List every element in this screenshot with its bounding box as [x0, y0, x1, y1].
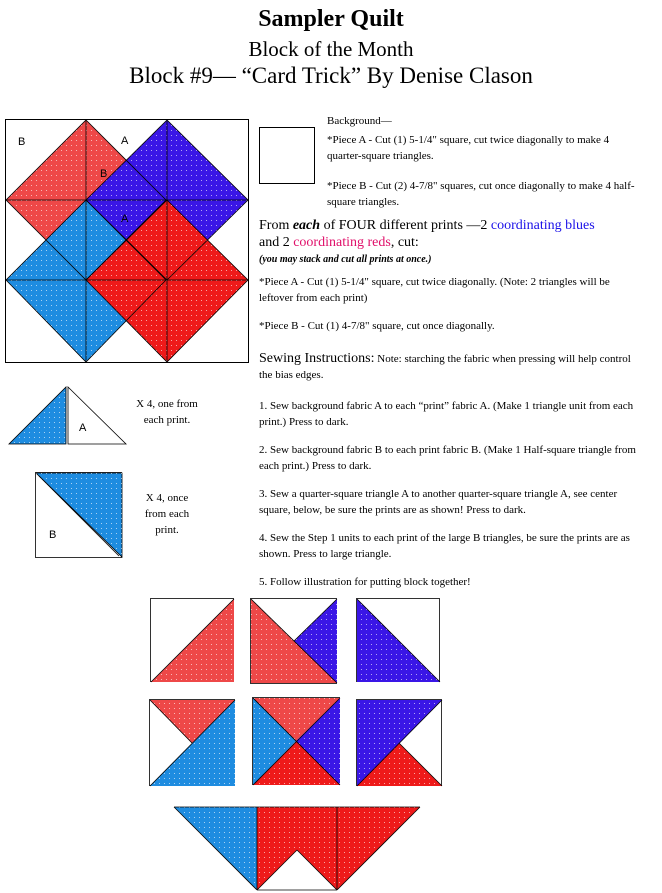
label-a-inner: A: [121, 213, 129, 225]
sewing-step-4: 4. Sew the Step 1 units to each print of the large B triangles, be sure the prints are as shown. Press to large triangle.: [259, 532, 630, 560]
assembly-square-center: [253, 698, 341, 786]
background-piece-b: *Piece B - Cut (2) 4-7/8" squares, cut once diagonally to make 4 half-square triangles.: [327, 180, 635, 208]
sewing-step-2: 2. Sew background fabric B to each print fabric B. (Make 1 Half-square triangle from each print.) Press to dark.: [259, 444, 636, 472]
label-a-outer: A: [121, 135, 129, 147]
coordinating-reds: coordinating reds: [293, 235, 391, 250]
assembly-square-top-left: [151, 599, 235, 683]
sewing-instructions: Sewing Instructions: Note: starching the fabric when pressing will help control the bias edges.: [259, 351, 631, 381]
prints-intro: From each of FOUR different prints —2 coordinating blues and 2 coordinating reds, cut:: [259, 218, 595, 250]
label-b-outer: B: [18, 136, 26, 148]
prints-piece-a: *Piece A - Cut (1) 5-1/4" square, cut twice diagonally. (Note: 2 triangles will be leftover from each print): [259, 276, 610, 304]
sewing-step-3: 3. Sew a quarter-square triangle A to another quarter-square triangle A, see center square, below, be sure the prints are as shown! Press to dark.: [259, 488, 618, 516]
assembly-row-3: [173, 806, 421, 892]
background-piece-a: *Piece A - Cut (1) 5-1/4" square, cut twice diagonally to make 4 quarter-square triangles.: [327, 134, 610, 162]
assembly-row-1: [150, 598, 442, 684]
unit-b-caption: X 4, once from each print.: [144, 492, 190, 536]
unit-b-diagram: [35, 472, 123, 558]
assembly-square-mid-right: [357, 700, 443, 787]
assembly-square-top-right: [357, 599, 441, 683]
unit-a-label: A: [79, 422, 87, 434]
prints-piece-b: *Piece B - Cut (1) 4-7/8" square, cut once diagonally.: [259, 320, 495, 332]
background-heading: Background—: [327, 115, 392, 127]
coordinating-blues: coordinating blues: [490, 218, 595, 233]
prints-note: (you may stack and cut all prints at once.): [259, 254, 432, 265]
background-swatch: [259, 127, 315, 185]
assembly-square-top-center: [251, 599, 338, 684]
sewing-step-1: 1. Sew background fabric A to each “print” fabric A. (Make 1 triangle unit from each print.) Press to dark.: [259, 400, 634, 428]
unit-a-caption: X 4, one from each print.: [136, 398, 198, 426]
block-title: Block #9— “Card Trick” By Denise Clason: [129, 63, 533, 88]
sewing-step-5: 5. Follow illustration for putting block together!: [259, 576, 471, 588]
assembly-square-mid-left: [150, 700, 236, 787]
unit-b-label: B: [49, 529, 57, 541]
unit-a-diagram: [8, 386, 130, 446]
label-b-inner: B: [100, 168, 108, 180]
assembly-row-2: [148, 697, 444, 789]
page-title: Sampler Quilt: [258, 6, 404, 32]
assembly-bottom-strip: [174, 807, 420, 890]
page-subtitle: Block of the Month: [248, 37, 414, 61]
card-trick-block-diagram: [5, 119, 249, 363]
